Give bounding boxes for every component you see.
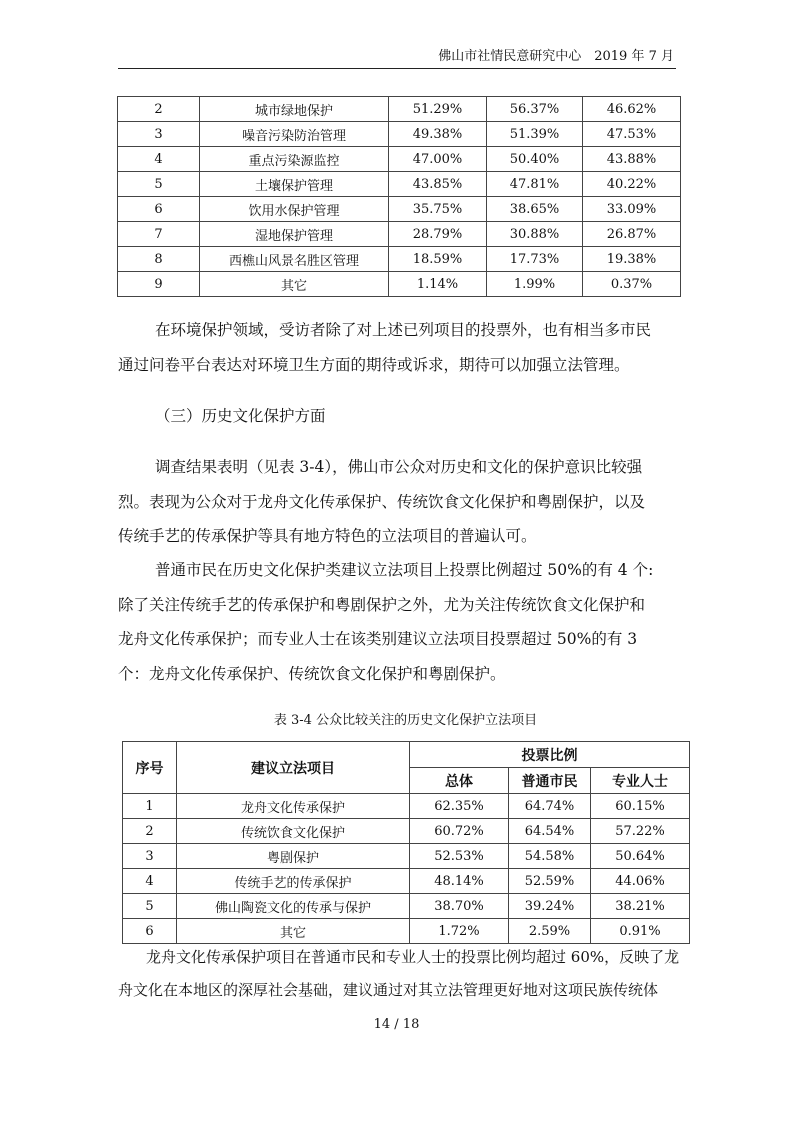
table-cell: 50.40% [487,147,583,172]
table-cell: 1 [123,794,177,819]
table-cell: 2.59% [509,919,591,944]
table-cell: 38.65% [487,197,583,222]
header-item: 建议立法项目 [177,742,410,794]
table-cell: 1.99% [487,272,583,297]
table-row [123,894,690,919]
table-cell: 62.35% [410,794,509,819]
table-row [123,819,690,844]
table-cell: 49.38% [389,122,487,147]
table-cell: 38.70% [410,894,509,919]
table-row [118,247,681,272]
paragraph-survey-results [118,450,678,554]
table-cell: 47.81% [487,172,583,197]
table-cell: 城市绿地保护 [200,97,389,122]
table-cell: 土壤保护管理 [200,172,389,197]
table-cell: 2 [123,819,177,844]
table-row [123,794,690,819]
table-cell: 重点污染源监控 [200,147,389,172]
table-cell: 51.29% [389,97,487,122]
table-cell: 26.87% [583,222,681,247]
table-cell: 48.14% [410,869,509,894]
table-cell: 3 [123,844,177,869]
table-cell: 44.06% [591,869,690,894]
paragraph-citizen-vs-professional [118,553,678,691]
table-cell: 5 [123,894,177,919]
table-cell: 0.91% [591,919,690,944]
table-cell: 54.58% [509,844,591,869]
paragraph-line: 龙舟文化传承保护；而专业人士在该类别建议立法项目投票超过 50%的有 3 [118,630,638,648]
table2-body [123,794,690,944]
table-cell: 30.88% [487,222,583,247]
table-cell: 17.73% [487,247,583,272]
table-cell: 60.15% [591,794,690,819]
table-cell: 56.37% [487,97,583,122]
table-cell: 28.79% [389,222,487,247]
paragraph-line: 传统手艺的传承保护等具有地方特色的立法项目的普遍认可。 [118,527,537,545]
table-cell: 8 [118,247,200,272]
table1-body [118,97,681,297]
table-cell: 传统饮食文化保护 [177,819,410,844]
table-cell: 6 [123,919,177,944]
table-row [118,197,681,222]
paragraph-line: 通过问卷平台表达对环境卫生方面的期待或诉求，期待可以加强立法管理。 [118,355,630,374]
table-cell: 18.59% [389,247,487,272]
table-cell: 47.00% [389,147,487,172]
paragraph-line: 普通市民在历史文化保护类建议立法项目上投票比例超过 50%的有 4 个: [155,561,654,579]
header-seq: 序号 [123,742,177,794]
header-divider [118,68,676,69]
table-row [123,919,690,944]
table-row [118,172,681,197]
table-row [118,272,681,297]
paragraph-line: 舟文化在本地区的深厚社会基础，建议通过对其立法管理更好地对这项民族传统体 [118,981,659,999]
table-cell: 噪音污染防治管理 [200,122,389,147]
table-caption: 表 3-4 公众比较关注的历史文化保护立法项目 [273,713,538,728]
paragraph-environment-feedback [118,313,678,382]
table-cell: 3 [118,122,200,147]
table-cell: 4 [118,147,200,172]
paragraph-dragon-boat [118,941,678,1007]
table-row [123,869,690,894]
table-row [118,147,681,172]
table-cell: 19.38% [583,247,681,272]
table-cell: 饮用水保护管理 [200,197,389,222]
header-total: 总体 [410,768,509,794]
table-cell: 43.85% [389,172,487,197]
page-number: 14 / 18 [373,1017,420,1032]
table-cell: 其它 [177,919,410,944]
page-header: 佛山市社情民意研究中心 2019 年 7 月 [438,49,674,64]
header-professionals: 专业人士 [591,768,690,794]
table-row [118,222,681,247]
table-cell: 47.53% [583,122,681,147]
table-cell: 龙舟文化传承保护 [177,794,410,819]
table-cell: 4 [123,869,177,894]
table-cell: 40.22% [583,172,681,197]
table-cell: 湿地保护管理 [200,222,389,247]
table-cell: 57.22% [591,819,690,844]
table-cell: 52.53% [410,844,509,869]
table-row [123,844,690,869]
table-row [118,97,681,122]
header-citizens: 普通市民 [509,768,591,794]
table-cell: 5 [118,172,200,197]
paragraph-line: 烈。表现为公众对于龙舟文化传承保护、传统饮食文化保护和粤剧保护，以及 [118,492,646,511]
paragraph-line: 龙舟文化传承保护项目在普通市民和专业人士的投票比例均超过 60%，反映了龙 [146,948,680,966]
table-cell: 1.14% [389,272,487,297]
table-cell: 2 [118,97,200,122]
table-cell: 7 [118,222,200,247]
table-cell: 51.39% [487,122,583,147]
table-cell: 64.54% [509,819,591,844]
table-cell: 60.72% [410,819,509,844]
table-cell: 6 [118,197,200,222]
table-cell: 粤剧保护 [177,844,410,869]
header-vote-ratio: 投票比例 [410,742,690,768]
paragraph-line: 除了关注传统手艺的传承保护和粤剧保护之外，尤为关注传统饮食文化保护和 [118,595,646,614]
table-cell: 33.09% [583,197,681,222]
table-cell: 其它 [200,272,389,297]
history-culture-protection-table [122,741,690,944]
table-cell: 传统手艺的传承保护 [177,869,410,894]
paragraph-line: 个：龙舟文化传承保护、传统饮食文化保护和粤剧保护。 [118,664,506,683]
table-cell: 0.37% [583,272,681,297]
table-cell: 西樵山风景名胜区管理 [200,247,389,272]
table-cell: 43.88% [583,147,681,172]
table-cell: 64.74% [509,794,591,819]
table-cell: 9 [118,272,200,297]
paragraph-line: 调查结果表明（见表 3-4），佛山市公众对历史和文化的保护意识比较强 [155,458,643,476]
table-cell: 39.24% [509,894,591,919]
table-cell: 50.64% [591,844,690,869]
table-cell: 38.21% [591,894,690,919]
table-cell: 35.75% [389,197,487,222]
paragraph-line: 在环境保护领域，受访者除了对上述已列项目的投票外，也有相当多市民 [155,321,652,339]
table-cell: 佛山陶瓷文化的传承与保护 [177,894,410,919]
section-heading-history-culture: （三）历史文化保护方面 [155,407,326,425]
table-cell: 1.72% [410,919,509,944]
table-cell: 46.62% [583,97,681,122]
environment-protection-table-continued [117,96,681,297]
table-cell: 52.59% [509,869,591,894]
table-row [118,122,681,147]
